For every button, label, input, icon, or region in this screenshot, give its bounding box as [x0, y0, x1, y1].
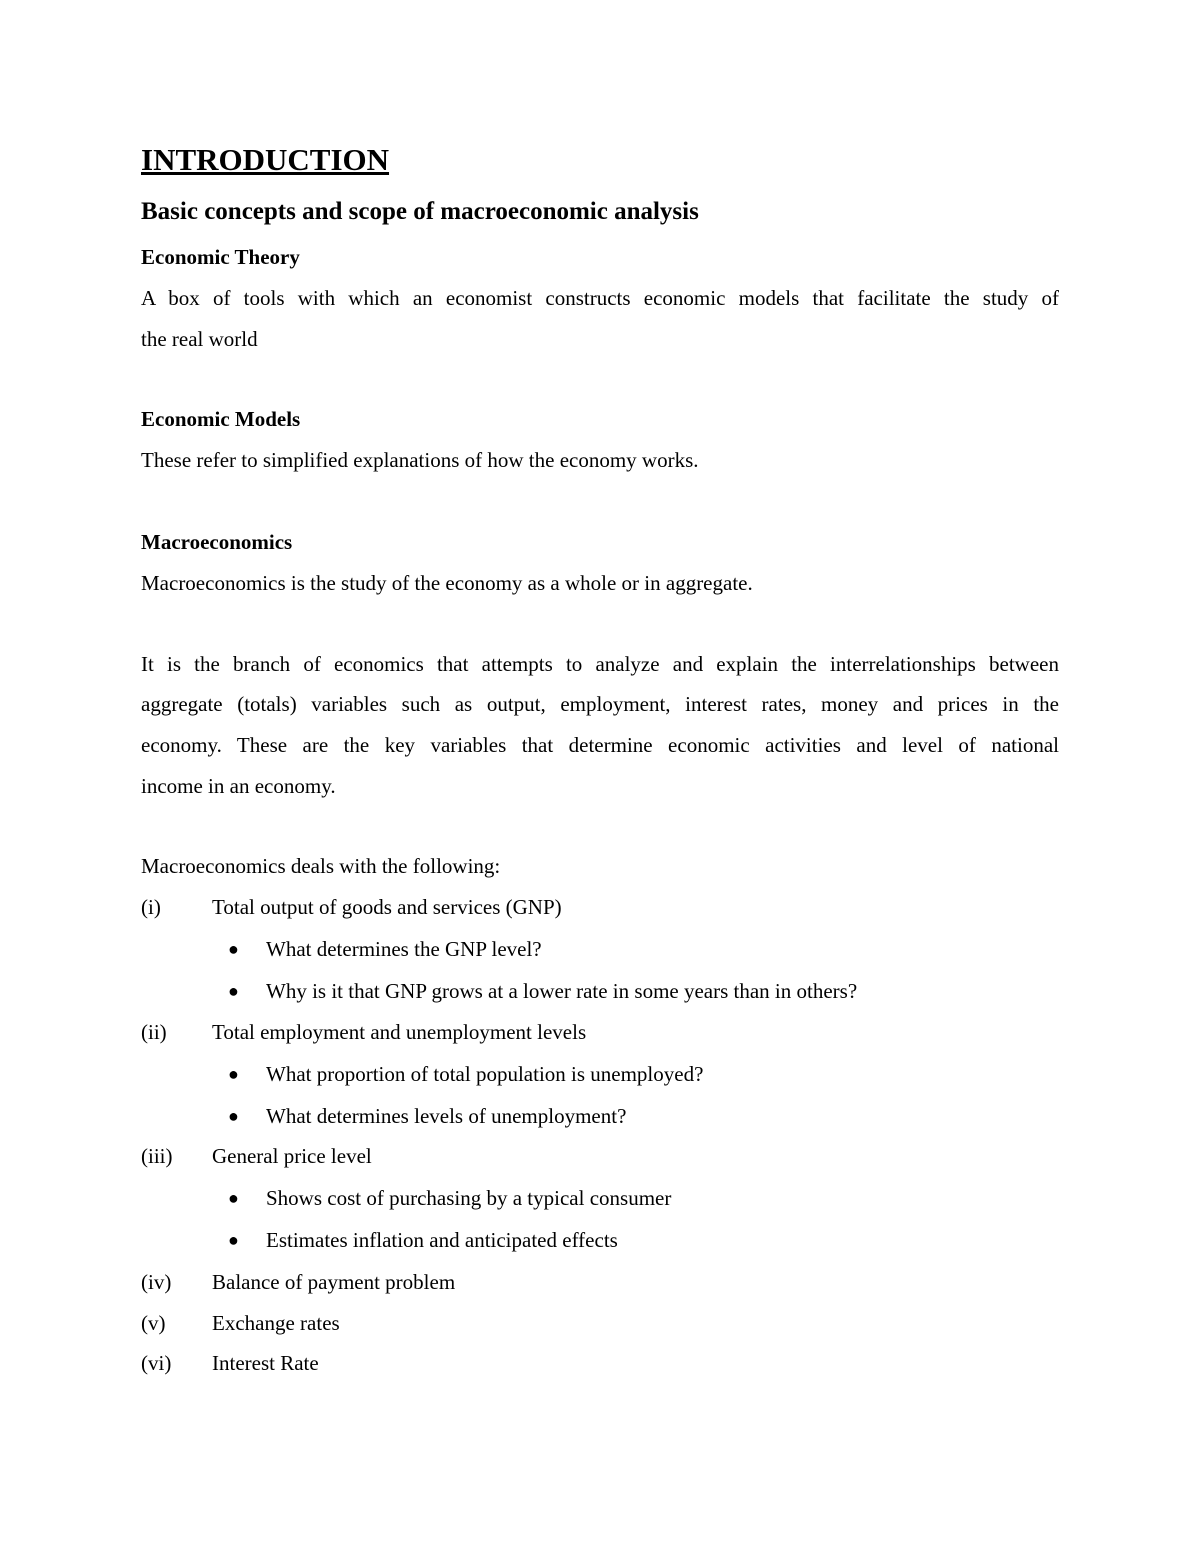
page-title: INTRODUCTION [141, 142, 390, 177]
list-item: General price level [212, 1144, 372, 1168]
heading-macroeconomics: Macroeconomics [141, 530, 293, 554]
sub-bullet-item: What determines the GNP level? [266, 937, 542, 961]
economic-models-body: These refer to simplified explanations of how the economy works. [141, 448, 699, 472]
list-item: Balance of payment problem [212, 1270, 456, 1294]
macro-paragraph-line-3: economy. These are the key variables that determine economic activities and level of national [141, 733, 1059, 757]
economic-theory-line-2: the real world [141, 327, 258, 351]
macro-paragraph-line-1: It is the branch of economics that attempts to analyze and explain the interrelationships between [141, 652, 1059, 676]
list-item: Total employment and unemployment levels [212, 1020, 587, 1044]
macroeconomics-body: Macroeconomics is the study of the economy as a whole or in aggregate. [141, 571, 753, 595]
macro-paragraph-line-2: aggregate (totals) variables such as output, employment, interest rates, money and prices in the [141, 692, 1059, 716]
sub-bullet-item: Why is it that GNP grows at a lower rate in some years than in others? [266, 979, 858, 1003]
list-number: (vi) [141, 1351, 172, 1375]
list-item: Interest Rate [212, 1351, 319, 1375]
heading-economic-theory: Economic Theory [141, 245, 300, 269]
sub-bullet-item: What proportion of total population is unemployed? [266, 1062, 704, 1086]
bullet-icon: ● [228, 1230, 239, 1250]
bullet-icon: ● [228, 1188, 239, 1208]
deals-intro: Macroeconomics deals with the following: [141, 854, 501, 878]
list-number: (iii) [141, 1144, 173, 1168]
list-number: (iv) [141, 1270, 172, 1294]
section-subtitle: Basic concepts and scope of macroeconomic analysis [141, 198, 699, 225]
bullet-icon: ● [228, 939, 239, 959]
heading-economic-models: Economic Models [141, 407, 301, 431]
list-item: Exchange rates [212, 1311, 340, 1335]
bullet-icon: ● [228, 1106, 239, 1126]
list-number: (i) [141, 895, 161, 919]
macro-paragraph-line-4: income in an economy. [141, 774, 336, 798]
bullet-icon: ● [228, 1064, 239, 1084]
list-number: (ii) [141, 1020, 167, 1044]
list-number: (v) [141, 1311, 166, 1335]
bullet-icon: ● [228, 981, 239, 1001]
economic-theory-line-1: A box of tools with which an economist constructs economic models that facilitate the study of [141, 286, 1059, 310]
sub-bullet-item: Estimates inflation and anticipated effects [266, 1228, 618, 1252]
list-item: Total output of goods and services (GNP) [212, 895, 562, 919]
sub-bullet-item: What determines levels of unemployment? [266, 1104, 627, 1128]
sub-bullet-item: Shows cost of purchasing by a typical consumer [266, 1186, 672, 1210]
